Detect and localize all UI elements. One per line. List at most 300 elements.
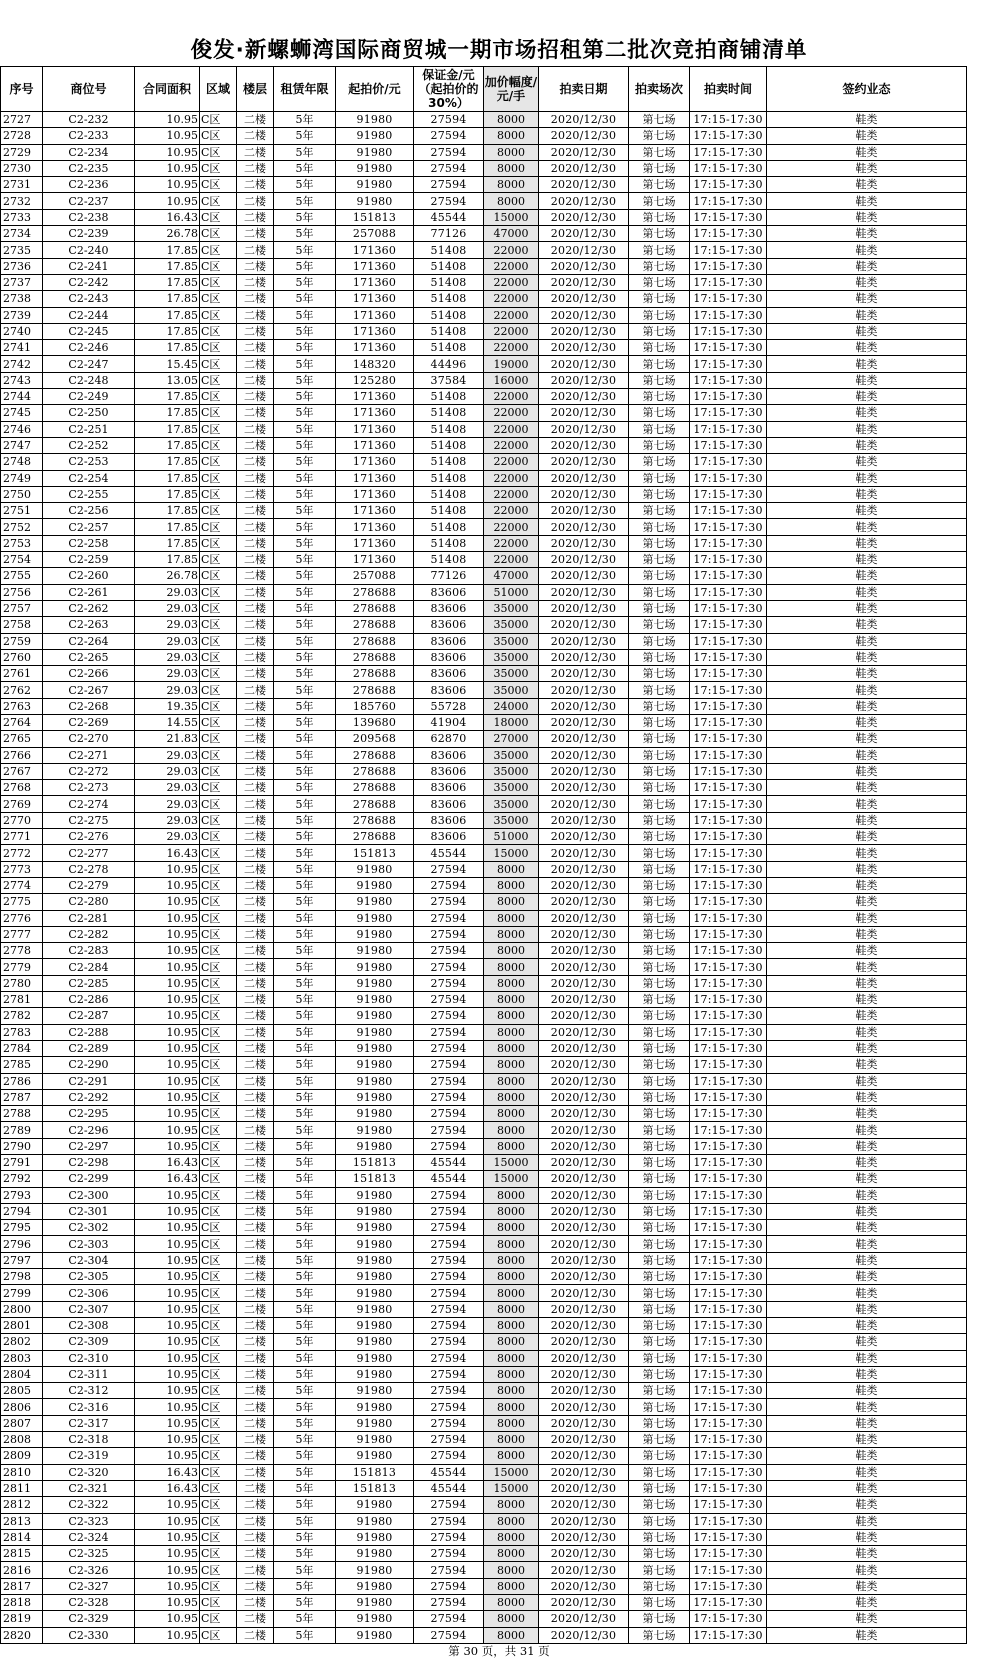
increment-cell: 15000 xyxy=(484,1155,539,1171)
business-cell: 鞋类 xyxy=(767,1187,967,1203)
session-cell: 第七场 xyxy=(629,682,690,698)
stall-cell: C2-329 xyxy=(43,1611,135,1627)
seq-cell: 2753 xyxy=(1,535,43,551)
session-cell: 第七场 xyxy=(629,1024,690,1040)
floor-cell: 二楼 xyxy=(237,1383,274,1399)
floor-cell: 二楼 xyxy=(237,1073,274,1089)
time-cell: 17:15-17:30 xyxy=(690,682,767,698)
stall-cell: C2-281 xyxy=(43,910,135,926)
seq-cell: 2756 xyxy=(1,584,43,600)
seq-cell: 2798 xyxy=(1,1269,43,1285)
table-row xyxy=(1,1106,967,1122)
increment-cell: 8000 xyxy=(484,1497,539,1513)
table-row xyxy=(1,1057,967,1073)
term-cell: 5年 xyxy=(274,1480,336,1496)
table-row xyxy=(1,666,967,682)
deposit-cell: 83606 xyxy=(414,763,484,779)
area-cell: 10.95 xyxy=(135,160,200,176)
business-cell: 鞋类 xyxy=(767,405,967,421)
floor-cell: 二楼 xyxy=(237,160,274,176)
floor-cell: 二楼 xyxy=(237,1546,274,1562)
zone-cell: C区 xyxy=(200,405,237,421)
area-cell: 16.43 xyxy=(135,1480,200,1496)
session-cell: 第七场 xyxy=(629,1171,690,1187)
increment-cell: 15000 xyxy=(484,1171,539,1187)
start-price-cell: 151813 xyxy=(336,1155,414,1171)
floor-cell: 二楼 xyxy=(237,959,274,975)
zone-cell: C区 xyxy=(200,112,237,128)
start-price-cell: 91980 xyxy=(336,1203,414,1219)
term-cell: 5年 xyxy=(274,258,336,274)
deposit-cell: 27594 xyxy=(414,910,484,926)
session-cell: 第七场 xyxy=(629,812,690,828)
time-cell: 17:15-17:30 xyxy=(690,796,767,812)
session-cell: 第七场 xyxy=(629,1203,690,1219)
increment-cell: 22000 xyxy=(484,291,539,307)
seq-cell: 2807 xyxy=(1,1415,43,1431)
stall-cell: C2-275 xyxy=(43,812,135,828)
increment-cell: 19000 xyxy=(484,356,539,372)
stall-cell: C2-257 xyxy=(43,519,135,535)
table-row xyxy=(1,1122,967,1138)
stall-cell: C2-267 xyxy=(43,682,135,698)
floor-cell: 二楼 xyxy=(237,926,274,942)
zone-cell: C区 xyxy=(200,209,237,225)
increment-cell: 8000 xyxy=(484,1383,539,1399)
term-cell: 5年 xyxy=(274,1024,336,1040)
seq-cell: 2774 xyxy=(1,877,43,893)
seq-cell: 2780 xyxy=(1,975,43,991)
table-row xyxy=(1,682,967,698)
page-title: 俊发·新螺蛳湾国际商贸城一期市场招租第二批次竞拍商铺清单 xyxy=(190,38,808,63)
time-cell: 17:15-17:30 xyxy=(690,747,767,763)
floor-cell: 二楼 xyxy=(237,1301,274,1317)
seq-cell: 2751 xyxy=(1,503,43,519)
seq-cell: 2768 xyxy=(1,780,43,796)
zone-cell: C区 xyxy=(200,503,237,519)
stall-cell: C2-272 xyxy=(43,763,135,779)
time-cell: 17:15-17:30 xyxy=(690,421,767,437)
zone-cell: C区 xyxy=(200,144,237,160)
zone-cell: C区 xyxy=(200,1595,237,1611)
time-cell: 17:15-17:30 xyxy=(690,845,767,861)
term-cell: 5年 xyxy=(274,943,336,959)
time-cell: 17:15-17:30 xyxy=(690,405,767,421)
zone-cell: C区 xyxy=(200,535,237,551)
seq-cell: 2763 xyxy=(1,698,43,714)
session-cell: 第七场 xyxy=(629,1595,690,1611)
time-cell: 17:15-17:30 xyxy=(690,1334,767,1350)
session-cell: 第七场 xyxy=(629,1513,690,1529)
area-cell: 17.85 xyxy=(135,535,200,551)
business-cell: 鞋类 xyxy=(767,796,967,812)
floor-cell: 二楼 xyxy=(237,258,274,274)
zone-cell: C区 xyxy=(200,389,237,405)
increment-cell: 8000 xyxy=(484,144,539,160)
table-row xyxy=(1,1203,967,1219)
seq-cell: 2790 xyxy=(1,1138,43,1154)
term-cell: 5年 xyxy=(274,1448,336,1464)
date-cell: 2020/12/30 xyxy=(539,829,629,845)
session-cell: 第七场 xyxy=(629,992,690,1008)
stall-cell: C2-241 xyxy=(43,258,135,274)
time-cell: 17:15-17:30 xyxy=(690,535,767,551)
business-cell: 鞋类 xyxy=(767,747,967,763)
date-cell: 2020/12/30 xyxy=(539,535,629,551)
deposit-cell: 51408 xyxy=(414,307,484,323)
table-row xyxy=(1,1529,967,1545)
floor-cell: 二楼 xyxy=(237,698,274,714)
zone-cell: C区 xyxy=(200,437,237,453)
zone-cell: C区 xyxy=(200,943,237,959)
time-cell: 17:15-17:30 xyxy=(690,1155,767,1171)
deposit-cell: 62870 xyxy=(414,731,484,747)
stall-cell: C2-304 xyxy=(43,1252,135,1268)
stall-cell: C2-235 xyxy=(43,160,135,176)
start-price-cell: 91980 xyxy=(336,1562,414,1578)
date-cell: 2020/12/30 xyxy=(539,160,629,176)
session-cell: 第七场 xyxy=(629,389,690,405)
area-cell: 10.95 xyxy=(135,1350,200,1366)
deposit-cell: 51408 xyxy=(414,519,484,535)
term-cell: 5年 xyxy=(274,1334,336,1350)
area-cell: 17.85 xyxy=(135,274,200,290)
table-row xyxy=(1,1627,967,1643)
session-cell: 第七场 xyxy=(629,633,690,649)
table-row xyxy=(1,209,967,225)
date-cell: 2020/12/30 xyxy=(539,1350,629,1366)
table-row xyxy=(1,552,967,568)
stall-cell: C2-238 xyxy=(43,209,135,225)
table-row xyxy=(1,405,967,421)
time-cell: 17:15-17:30 xyxy=(690,1089,767,1105)
zone-cell: C区 xyxy=(200,1138,237,1154)
deposit-cell: 27594 xyxy=(414,943,484,959)
area-cell: 26.78 xyxy=(135,568,200,584)
area-cell: 10.95 xyxy=(135,1285,200,1301)
term-cell: 5年 xyxy=(274,242,336,258)
zone-cell: C区 xyxy=(200,1546,237,1562)
session-cell: 第七场 xyxy=(629,1627,690,1643)
deposit-cell: 83606 xyxy=(414,747,484,763)
date-cell: 2020/12/30 xyxy=(539,128,629,144)
increment-cell: 8000 xyxy=(484,894,539,910)
business-cell: 鞋类 xyxy=(767,1578,967,1594)
zone-cell: C区 xyxy=(200,1073,237,1089)
session-cell: 第七场 xyxy=(629,1122,690,1138)
zone-cell: C区 xyxy=(200,193,237,209)
deposit-cell: 27594 xyxy=(414,1122,484,1138)
increment-cell: 8000 xyxy=(484,1627,539,1643)
start-price-cell: 171360 xyxy=(336,470,414,486)
deposit-cell: 51408 xyxy=(414,470,484,486)
increment-cell: 8000 xyxy=(484,1220,539,1236)
area-cell: 10.95 xyxy=(135,959,200,975)
seq-cell: 2755 xyxy=(1,568,43,584)
increment-cell: 8000 xyxy=(484,1595,539,1611)
floor-cell: 二楼 xyxy=(237,796,274,812)
zone-cell: C区 xyxy=(200,926,237,942)
date-cell: 2020/12/30 xyxy=(539,1562,629,1578)
seq-cell: 2785 xyxy=(1,1057,43,1073)
date-cell: 2020/12/30 xyxy=(539,1383,629,1399)
floor-cell: 二楼 xyxy=(237,1448,274,1464)
floor-cell: 二楼 xyxy=(237,829,274,845)
increment-cell: 8000 xyxy=(484,992,539,1008)
start-price-cell: 151813 xyxy=(336,209,414,225)
zone-cell: C区 xyxy=(200,242,237,258)
stall-cell: C2-326 xyxy=(43,1562,135,1578)
term-cell: 5年 xyxy=(274,894,336,910)
floor-cell: 二楼 xyxy=(237,943,274,959)
stall-cell: C2-269 xyxy=(43,714,135,730)
session-cell: 第七场 xyxy=(629,242,690,258)
business-cell: 鞋类 xyxy=(767,519,967,535)
session-cell: 第七场 xyxy=(629,112,690,128)
business-cell: 鞋类 xyxy=(767,763,967,779)
table-row xyxy=(1,1432,967,1448)
term-cell: 5年 xyxy=(274,1187,336,1203)
increment-cell: 15000 xyxy=(484,209,539,225)
floor-cell: 二楼 xyxy=(237,1317,274,1333)
deposit-cell: 27594 xyxy=(414,1432,484,1448)
term-cell: 5年 xyxy=(274,1529,336,1545)
area-cell: 10.95 xyxy=(135,1269,200,1285)
floor-cell: 二楼 xyxy=(237,1350,274,1366)
date-cell: 2020/12/30 xyxy=(539,1122,629,1138)
start-price-cell: 91980 xyxy=(336,1383,414,1399)
zone-cell: C区 xyxy=(200,1464,237,1480)
floor-cell: 二楼 xyxy=(237,503,274,519)
time-cell: 17:15-17:30 xyxy=(690,1138,767,1154)
session-cell: 第七场 xyxy=(629,1448,690,1464)
seq-cell: 2801 xyxy=(1,1317,43,1333)
seq-cell: 2776 xyxy=(1,910,43,926)
increment-cell: 35000 xyxy=(484,600,539,616)
seq-cell: 2816 xyxy=(1,1562,43,1578)
seq-cell: 2762 xyxy=(1,682,43,698)
start-price-cell: 278688 xyxy=(336,649,414,665)
zone-cell: C区 xyxy=(200,780,237,796)
seq-cell: 2744 xyxy=(1,389,43,405)
stall-cell: C2-305 xyxy=(43,1269,135,1285)
zone-cell: C区 xyxy=(200,731,237,747)
term-cell: 5年 xyxy=(274,1464,336,1480)
deposit-cell: 27594 xyxy=(414,959,484,975)
start-price-cell: 91980 xyxy=(336,112,414,128)
start-price-cell: 91980 xyxy=(336,1448,414,1464)
session-cell: 第七场 xyxy=(629,829,690,845)
increment-cell: 8000 xyxy=(484,1432,539,1448)
business-cell: 鞋类 xyxy=(767,1334,967,1350)
area-cell: 17.85 xyxy=(135,242,200,258)
time-cell: 17:15-17:30 xyxy=(690,600,767,616)
seq-cell: 2784 xyxy=(1,1040,43,1056)
date-cell: 2020/12/30 xyxy=(539,421,629,437)
term-cell: 5年 xyxy=(274,1497,336,1513)
start-price-cell: 91980 xyxy=(336,894,414,910)
start-price-cell: 91980 xyxy=(336,1138,414,1154)
session-cell: 第七场 xyxy=(629,1317,690,1333)
col-header-start-price: 起拍价/元 xyxy=(336,67,414,112)
increment-cell: 8000 xyxy=(484,1252,539,1268)
floor-cell: 二楼 xyxy=(237,1220,274,1236)
time-cell: 17:15-17:30 xyxy=(690,1432,767,1448)
start-price-cell: 91980 xyxy=(336,992,414,1008)
table-row xyxy=(1,503,967,519)
time-cell: 17:15-17:30 xyxy=(690,372,767,388)
session-cell: 第七场 xyxy=(629,1366,690,1382)
deposit-cell: 27594 xyxy=(414,160,484,176)
date-cell: 2020/12/30 xyxy=(539,763,629,779)
area-cell: 17.85 xyxy=(135,552,200,568)
zone-cell: C区 xyxy=(200,160,237,176)
deposit-cell: 51408 xyxy=(414,323,484,339)
time-cell: 17:15-17:30 xyxy=(690,1040,767,1056)
stall-cell: C2-296 xyxy=(43,1122,135,1138)
date-cell: 2020/12/30 xyxy=(539,682,629,698)
stall-cell: C2-283 xyxy=(43,943,135,959)
floor-cell: 二楼 xyxy=(237,714,274,730)
zone-cell: C区 xyxy=(200,714,237,730)
business-cell: 鞋类 xyxy=(767,307,967,323)
time-cell: 17:15-17:30 xyxy=(690,975,767,991)
business-cell: 鞋类 xyxy=(767,470,967,486)
time-cell: 17:15-17:30 xyxy=(690,731,767,747)
area-cell: 10.95 xyxy=(135,1448,200,1464)
term-cell: 5年 xyxy=(274,144,336,160)
floor-cell: 二楼 xyxy=(237,1008,274,1024)
deposit-cell: 27594 xyxy=(414,1301,484,1317)
start-price-cell: 91980 xyxy=(336,1220,414,1236)
term-cell: 5年 xyxy=(274,1432,336,1448)
table-row xyxy=(1,1497,967,1513)
term-cell: 5年 xyxy=(274,1057,336,1073)
floor-cell: 二楼 xyxy=(237,1138,274,1154)
table-row xyxy=(1,323,967,339)
session-cell: 第七场 xyxy=(629,1252,690,1268)
header-row xyxy=(1,67,967,112)
start-price-cell: 151813 xyxy=(336,1464,414,1480)
date-cell: 2020/12/30 xyxy=(539,731,629,747)
term-cell: 5年 xyxy=(274,812,336,828)
floor-cell: 二楼 xyxy=(237,633,274,649)
date-cell: 2020/12/30 xyxy=(539,503,629,519)
deposit-cell: 27594 xyxy=(414,193,484,209)
start-price-cell: 91980 xyxy=(336,1089,414,1105)
date-cell: 2020/12/30 xyxy=(539,1464,629,1480)
date-cell: 2020/12/30 xyxy=(539,617,629,633)
floor-cell: 二楼 xyxy=(237,1089,274,1105)
area-cell: 29.03 xyxy=(135,584,200,600)
area-cell: 10.95 xyxy=(135,943,200,959)
floor-cell: 二楼 xyxy=(237,372,274,388)
term-cell: 5年 xyxy=(274,796,336,812)
session-cell: 第七场 xyxy=(629,666,690,682)
time-cell: 17:15-17:30 xyxy=(690,1595,767,1611)
increment-cell: 8000 xyxy=(484,975,539,991)
business-cell: 鞋类 xyxy=(767,1366,967,1382)
area-cell: 10.95 xyxy=(135,1089,200,1105)
start-price-cell: 278688 xyxy=(336,796,414,812)
deposit-cell: 27594 xyxy=(414,1220,484,1236)
stall-cell: C2-265 xyxy=(43,649,135,665)
start-price-cell: 91980 xyxy=(336,1285,414,1301)
table-row xyxy=(1,1480,967,1496)
stall-cell: C2-261 xyxy=(43,584,135,600)
table-row xyxy=(1,1595,967,1611)
area-cell: 10.95 xyxy=(135,1317,200,1333)
session-cell: 第七场 xyxy=(629,894,690,910)
date-cell: 2020/12/30 xyxy=(539,845,629,861)
start-price-cell: 171360 xyxy=(336,307,414,323)
increment-cell: 22000 xyxy=(484,552,539,568)
floor-cell: 二楼 xyxy=(237,242,274,258)
term-cell: 5年 xyxy=(274,274,336,290)
col-header-session: 拍卖场次 xyxy=(629,67,690,112)
floor-cell: 二楼 xyxy=(237,535,274,551)
increment-cell: 8000 xyxy=(484,1269,539,1285)
floor-cell: 二楼 xyxy=(237,649,274,665)
start-price-cell: 91980 xyxy=(336,1529,414,1545)
date-cell: 2020/12/30 xyxy=(539,894,629,910)
zone-cell: C区 xyxy=(200,1106,237,1122)
term-cell: 5年 xyxy=(274,877,336,893)
deposit-cell: 27594 xyxy=(414,1578,484,1594)
increment-cell: 35000 xyxy=(484,666,539,682)
increment-cell: 8000 xyxy=(484,160,539,176)
zone-cell: C区 xyxy=(200,829,237,845)
increment-cell: 8000 xyxy=(484,1138,539,1154)
table-row xyxy=(1,470,967,486)
date-cell: 2020/12/30 xyxy=(539,1317,629,1333)
seq-cell: 2806 xyxy=(1,1399,43,1415)
date-cell: 2020/12/30 xyxy=(539,780,629,796)
increment-cell: 8000 xyxy=(484,1187,539,1203)
floor-cell: 二楼 xyxy=(237,323,274,339)
start-price-cell: 257088 xyxy=(336,568,414,584)
session-cell: 第七场 xyxy=(629,356,690,372)
session-cell: 第七场 xyxy=(629,568,690,584)
floor-cell: 二楼 xyxy=(237,1203,274,1219)
floor-cell: 二楼 xyxy=(237,1595,274,1611)
increment-cell: 8000 xyxy=(484,1350,539,1366)
col-header-term: 租赁年限 xyxy=(274,67,336,112)
business-cell: 鞋类 xyxy=(767,1122,967,1138)
stall-cell: C2-284 xyxy=(43,959,135,975)
term-cell: 5年 xyxy=(274,454,336,470)
table-row xyxy=(1,1399,967,1415)
seq-cell: 2732 xyxy=(1,193,43,209)
area-cell: 17.85 xyxy=(135,323,200,339)
area-cell: 10.95 xyxy=(135,1138,200,1154)
table-row xyxy=(1,1008,967,1024)
date-cell: 2020/12/30 xyxy=(539,1057,629,1073)
date-cell: 2020/12/30 xyxy=(539,1008,629,1024)
area-cell: 10.95 xyxy=(135,1203,200,1219)
seq-cell: 2735 xyxy=(1,242,43,258)
table-row xyxy=(1,1236,967,1252)
increment-cell: 8000 xyxy=(484,1578,539,1594)
zone-cell: C区 xyxy=(200,763,237,779)
session-cell: 第七场 xyxy=(629,1529,690,1545)
area-cell: 10.95 xyxy=(135,1301,200,1317)
stall-cell: C2-282 xyxy=(43,926,135,942)
start-price-cell: 91980 xyxy=(336,1252,414,1268)
table-row xyxy=(1,1350,967,1366)
term-cell: 5年 xyxy=(274,470,336,486)
deposit-cell: 27594 xyxy=(414,1627,484,1643)
